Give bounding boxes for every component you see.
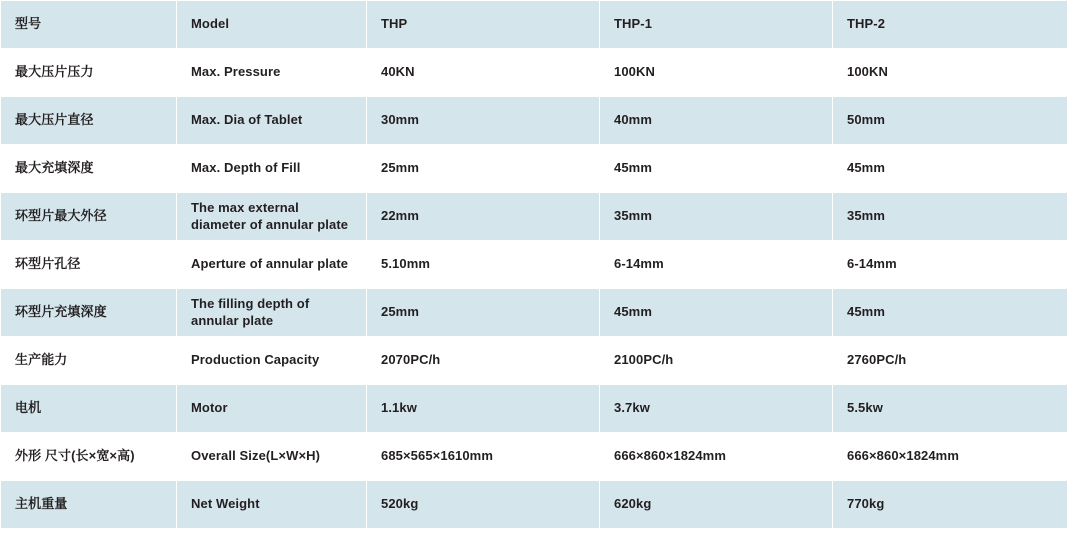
row-label-cn: 生产能力	[1, 337, 177, 385]
row-value-thp1: 45mm	[600, 145, 833, 193]
row-value-thp2: 50mm	[833, 97, 1067, 145]
row-value-thp2: 100KN	[833, 49, 1067, 97]
row-label-cn: 电机	[1, 385, 177, 433]
row-value-thp2: 45mm	[833, 145, 1067, 193]
row-value-thp: 40KN	[367, 49, 600, 97]
row-value-thp: 2070PC/h	[367, 337, 600, 385]
table-row	[1, 49, 1067, 97]
table-row	[1, 385, 1067, 433]
row-value-thp2: 666×860×1824mm	[833, 433, 1067, 481]
table-header-row	[1, 1, 1067, 49]
table-row	[1, 433, 1067, 481]
row-value-thp: 25mm	[367, 289, 600, 337]
header-cell-thp: THP	[367, 1, 600, 49]
row-value-thp1: 620kg	[600, 481, 833, 529]
header-cell-model-en: Model	[177, 1, 367, 49]
row-label-en: The max external diameter of annular plate	[177, 193, 367, 241]
row-value-thp: 520kg	[367, 481, 600, 529]
row-value-thp1: 40mm	[600, 97, 833, 145]
row-value-thp1: 2100PC/h	[600, 337, 833, 385]
table-row	[1, 145, 1067, 193]
row-value-thp: 5.10mm	[367, 241, 600, 289]
row-label-cn: 最大充填深度	[1, 145, 177, 193]
row-label-en: Production Capacity	[177, 337, 367, 385]
row-value-thp: 25mm	[367, 145, 600, 193]
row-label-en: Max. Depth of Fill	[177, 145, 367, 193]
row-value-thp: 1.1kw	[367, 385, 600, 433]
row-label-en: Overall Size(L×W×H)	[177, 433, 367, 481]
row-value-thp1: 45mm	[600, 289, 833, 337]
row-label-cn: 最大压片压力	[1, 49, 177, 97]
table-row	[1, 97, 1067, 145]
row-label-cn: 环型片孔径	[1, 241, 177, 289]
row-label-en: Max. Dia of Tablet	[177, 97, 367, 145]
table-row	[1, 337, 1067, 385]
row-value-thp: 30mm	[367, 97, 600, 145]
table-row	[1, 193, 1067, 241]
table-row	[1, 481, 1067, 529]
row-value-thp2: 35mm	[833, 193, 1067, 241]
table-row	[1, 289, 1067, 337]
row-value-thp2: 6-14mm	[833, 241, 1067, 289]
row-value-thp1: 6-14mm	[600, 241, 833, 289]
row-value-thp2: 5.5kw	[833, 385, 1067, 433]
row-value-thp1: 100KN	[600, 49, 833, 97]
row-value-thp: 685×565×1610mm	[367, 433, 600, 481]
row-label-en: Aperture of annular plate	[177, 241, 367, 289]
table-row	[1, 241, 1067, 289]
row-label-cn: 外形 尺寸(长×宽×高)	[1, 433, 177, 481]
row-label-en: The filling depth of annular plate	[177, 289, 367, 337]
header-cell-thp1: THP-1	[600, 1, 833, 49]
row-value-thp1: 3.7kw	[600, 385, 833, 433]
row-label-cn: 最大压片直径	[1, 97, 177, 145]
row-value-thp1: 666×860×1824mm	[600, 433, 833, 481]
row-value-thp2: 770kg	[833, 481, 1067, 529]
row-label-cn: 环型片充填深度	[1, 289, 177, 337]
row-value-thp2: 45mm	[833, 289, 1067, 337]
row-value-thp1: 35mm	[600, 193, 833, 241]
row-value-thp: 22mm	[367, 193, 600, 241]
row-label-en: Motor	[177, 385, 367, 433]
row-label-en: Max. Pressure	[177, 49, 367, 97]
row-label-cn: 环型片最大外径	[1, 193, 177, 241]
header-cell-model-cn: 型号	[1, 1, 177, 49]
row-label-en: Net Weight	[177, 481, 367, 529]
row-value-thp2: 2760PC/h	[833, 337, 1067, 385]
row-label-cn: 主机重量	[1, 481, 177, 529]
header-cell-thp2: THP-2	[833, 1, 1067, 49]
